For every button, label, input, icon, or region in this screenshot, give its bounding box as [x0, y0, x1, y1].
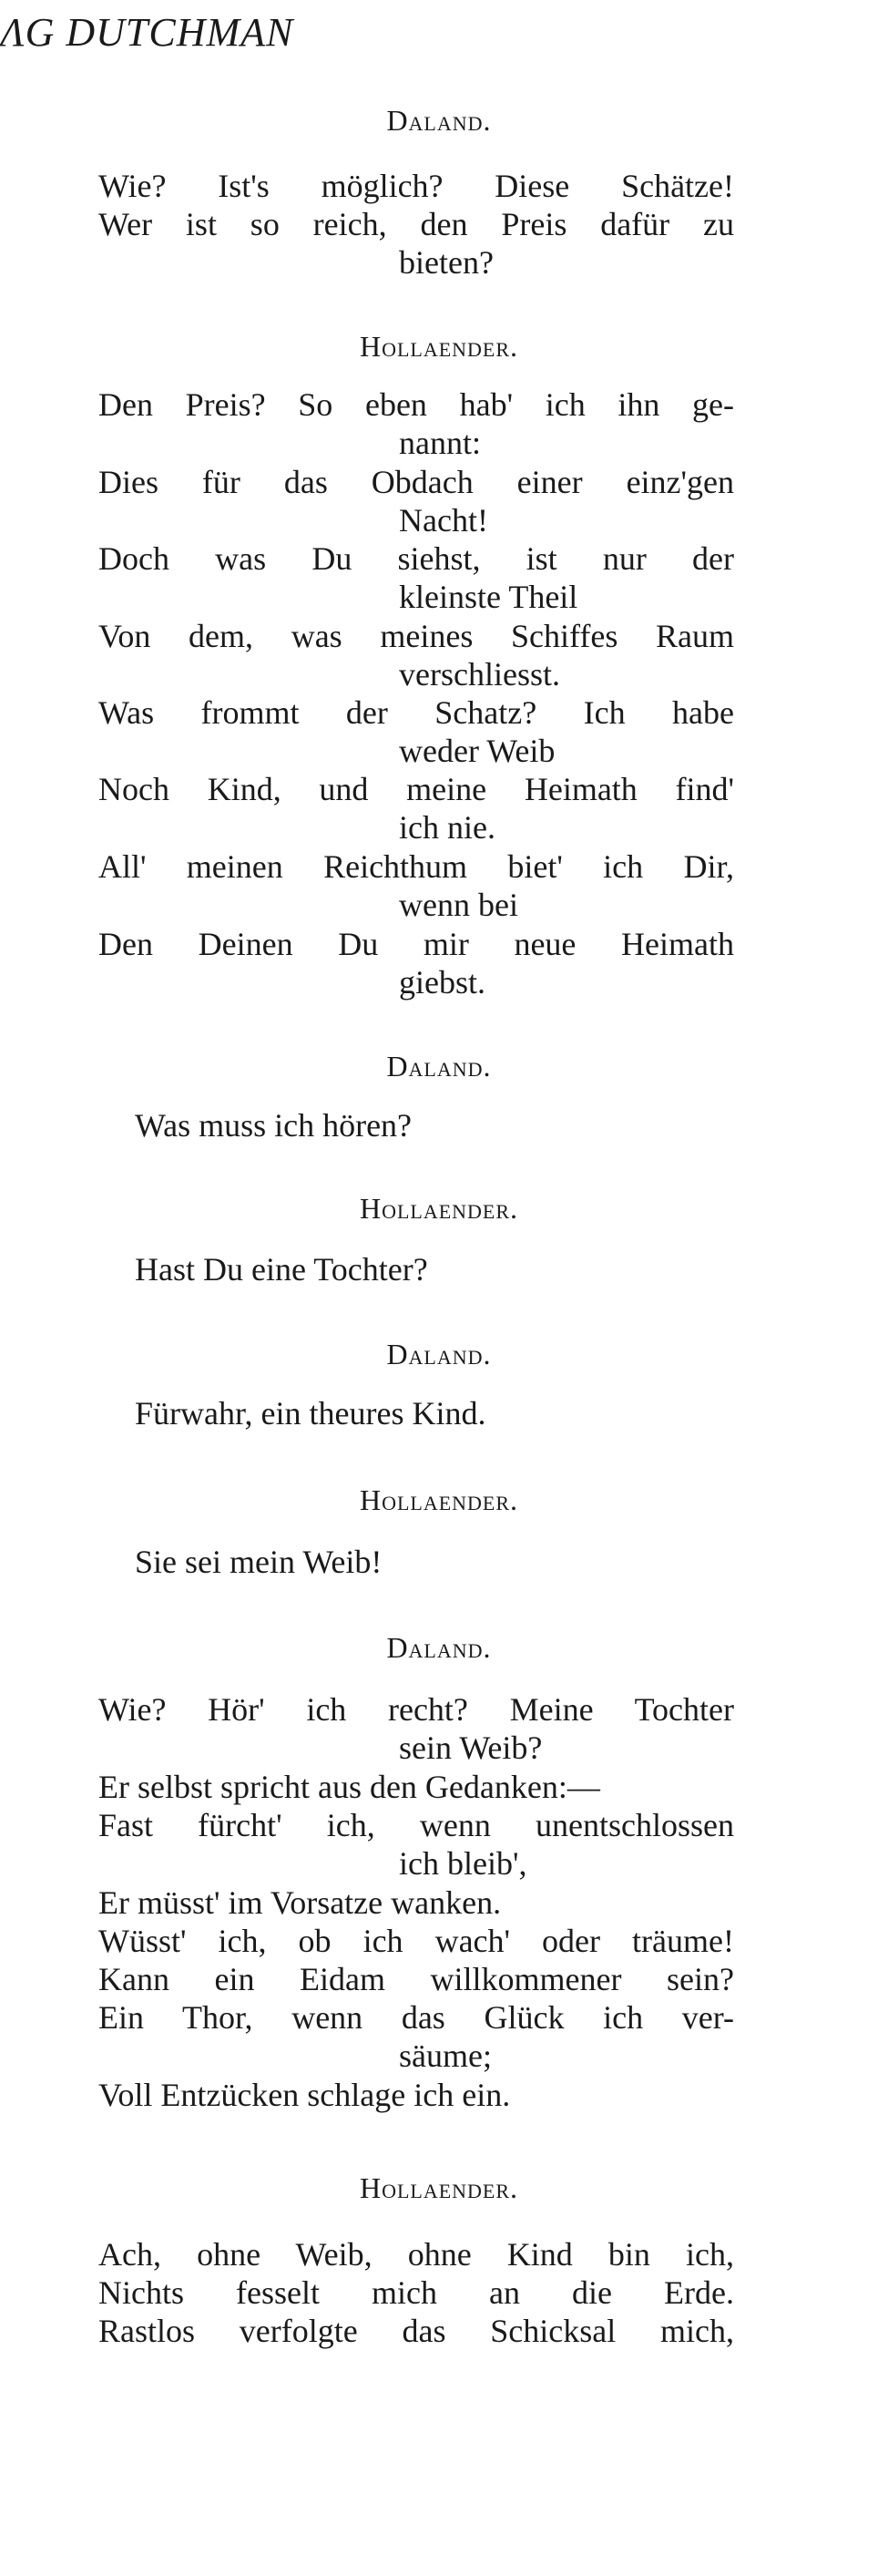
speaker-daland: Daland. — [386, 1631, 492, 1664]
verse-continuation: ich nie. — [399, 809, 495, 846]
verse-line: Nichts fesselt mich an die Erde. — [98, 2274, 734, 2311]
verse-line: Wie? Hör' ich recht? Meine Tochter — [98, 1691, 734, 1728]
verse-line: Von dem, was meines Schiffes Raum — [98, 618, 734, 654]
verse-line: Ach, ohne Weib, ohne Kind bin ich, — [98, 2236, 734, 2273]
verse-continuation: kleinste Theil — [399, 579, 578, 615]
verse-continuation: bieten? — [399, 244, 494, 281]
speaker-hollaender: Hollaender. — [359, 1483, 519, 1516]
verse-line: Den Deinen Du mir neue Heimath — [98, 926, 734, 962]
verse-line: Fürwahr, ein theures Kind. — [135, 1395, 486, 1432]
verse-continuation: ich bleib', — [399, 1845, 527, 1882]
verse-continuation: wenn bei — [399, 887, 518, 923]
verse-line: Wie? Ist's möglich? Diese Schätze! — [98, 168, 734, 204]
verse-continuation: nannt: — [399, 425, 481, 461]
verse-line: Fast fürcht' ich, wenn unentschlossen — [98, 1807, 734, 1843]
verse-line: Was frommt der Schatz? Ich habe — [98, 694, 734, 731]
speaker-hollaender: Hollaender. — [359, 330, 519, 363]
verse-continuation: weder Weib — [399, 733, 556, 769]
speaker-daland: Daland. — [386, 1338, 492, 1370]
verse-line: Voll Entzücken schlage ich ein. — [98, 2077, 511, 2113]
verse-line: Doch was Du siehst, ist nur der — [98, 540, 734, 577]
verse-line: Ein Thor, wenn das Glück ich ver- — [98, 1999, 734, 2036]
verse-continuation: sein Weib? — [399, 1729, 543, 1766]
verse-line: Noch Kind, und meine Heimath find' — [98, 771, 734, 807]
verse-line: All' meinen Reichthum biet' ich Dir, — [98, 848, 734, 885]
verse-line: Sie sei mein Weib! — [135, 1544, 383, 1580]
verse-line: Wer ist so reich, den Preis dafür zu — [98, 206, 734, 242]
running-header: ɅG DUTCHMAN — [0, 10, 294, 55]
speaker-daland: Daland. — [386, 104, 492, 137]
verse-line: Er müsst' im Vorsatze wanken. — [98, 1884, 502, 1921]
verse-continuation: giebst. — [399, 964, 485, 1001]
verse-line: Den Preis? So eben hab' ich ihn ge- — [98, 386, 734, 423]
verse-line: Was muss ich hören? — [135, 1107, 413, 1144]
verse-line: Er selbst spricht aus den Gedanken:— — [98, 1769, 600, 1805]
speaker-daland: Daland. — [386, 1050, 492, 1083]
verse-line: Rastlos verfolgte das Schicksal mich, — [98, 2313, 734, 2349]
speaker-hollaender: Hollaender. — [359, 2171, 519, 2204]
verse-line: Dies für das Obdach einer einz'gen — [98, 464, 734, 500]
verse-continuation: verschliesst. — [399, 656, 560, 693]
verse-line: Kann ein Eidam willkommener sein? — [98, 1961, 734, 1997]
speaker-hollaender: Hollaender. — [359, 1192, 519, 1225]
verse-continuation: Nacht! — [399, 502, 488, 539]
verse-line: Wüsst' ich, ob ich wach' oder träume! — [98, 1923, 734, 1959]
verse-continuation: säume; — [399, 2037, 492, 2074]
verse-line: Hast Du eine Tochter? — [135, 1251, 428, 1288]
